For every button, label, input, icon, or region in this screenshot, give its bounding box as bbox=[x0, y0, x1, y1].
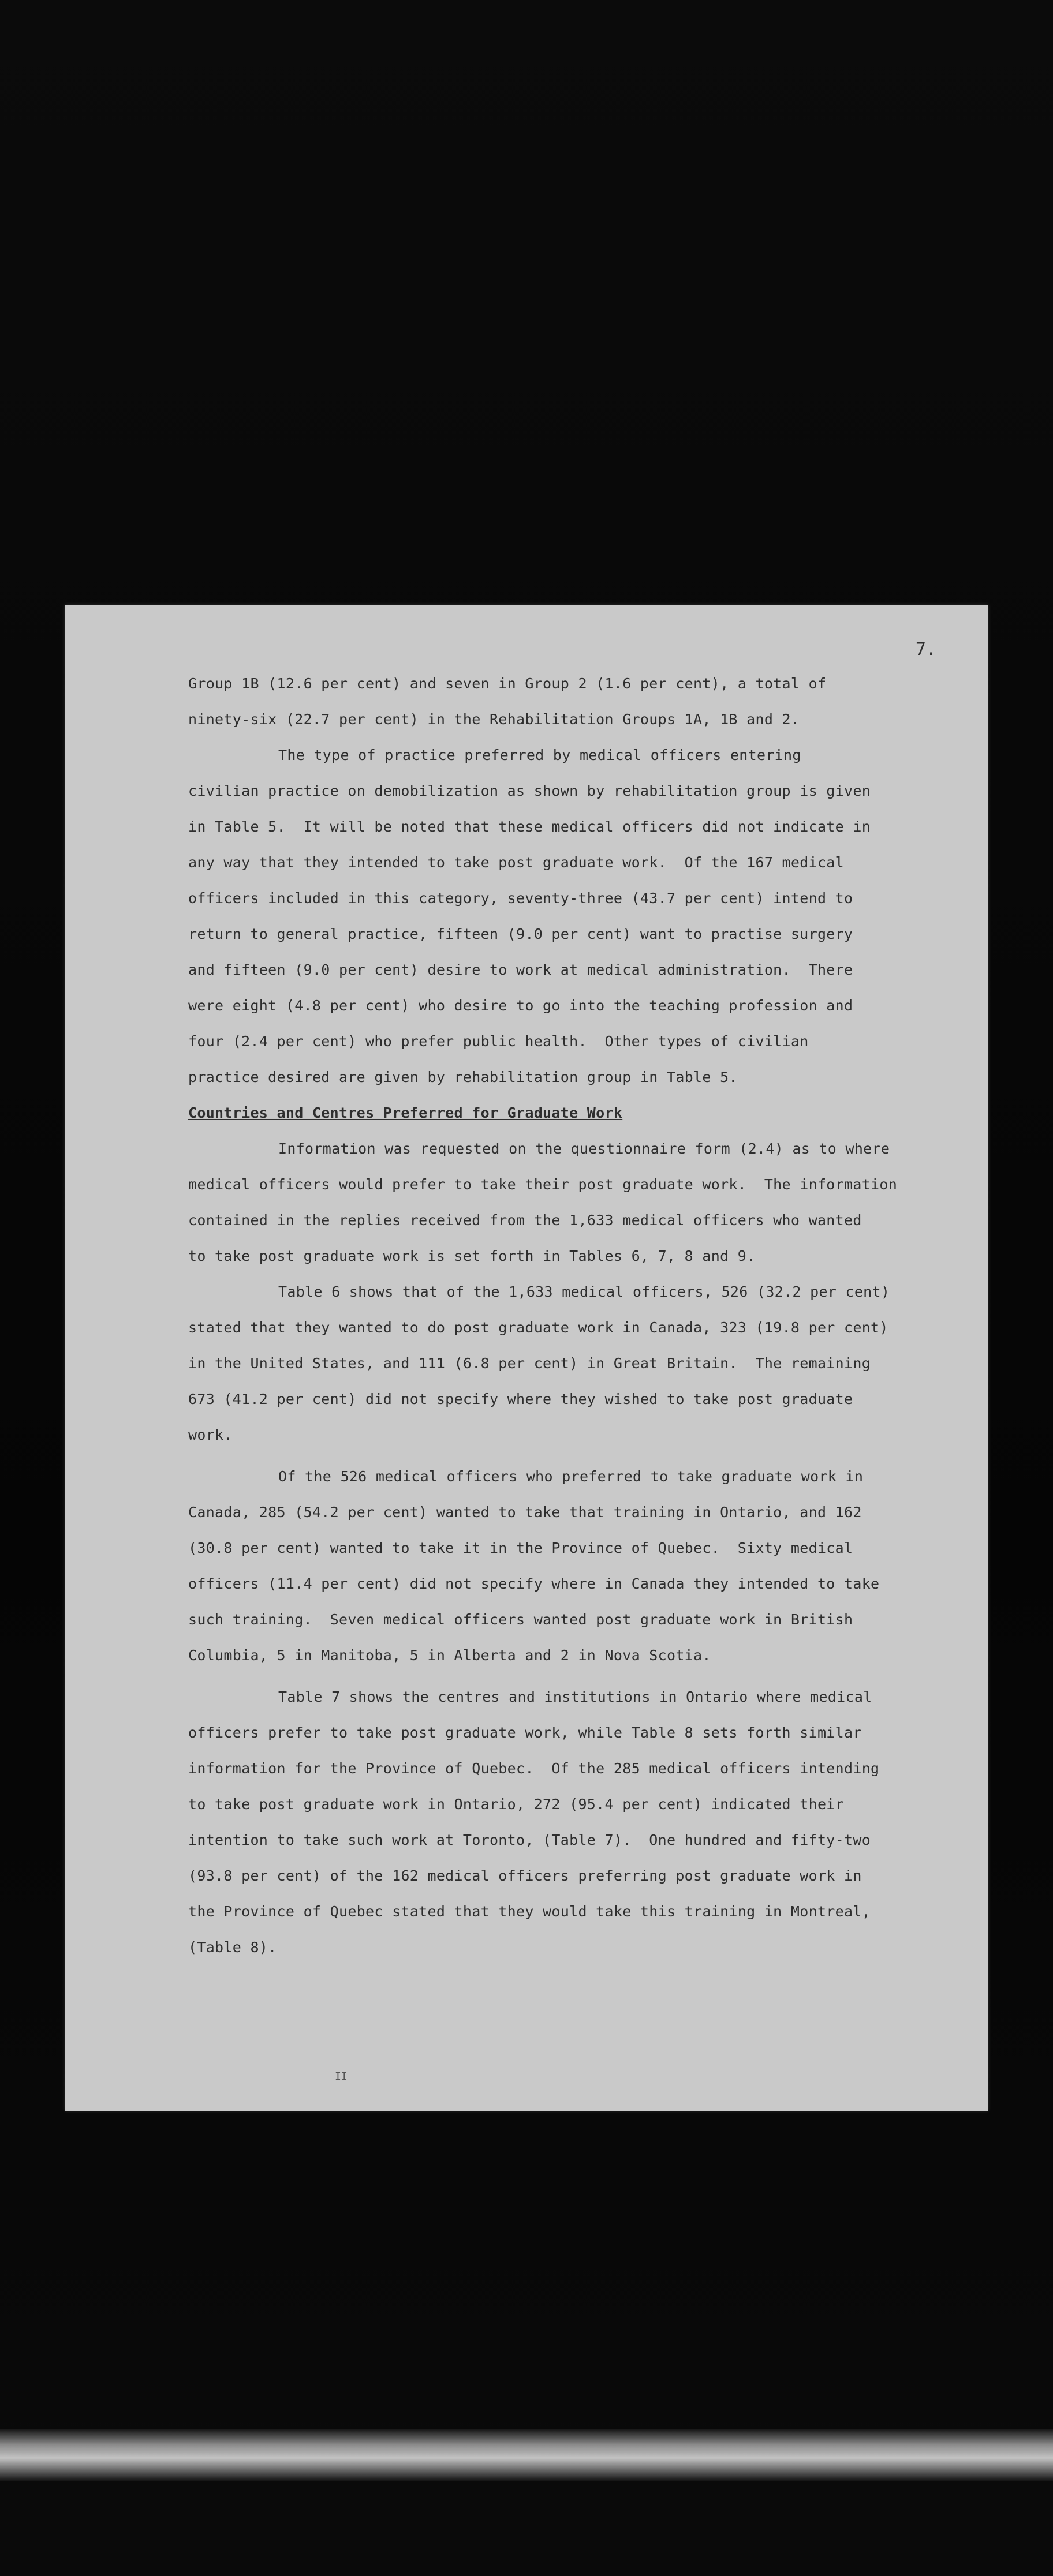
text-line: work. bbox=[188, 1426, 233, 1443]
text-line: four (2.4 per cent) who prefer public health. Other types of civilian bbox=[188, 1033, 809, 1050]
film-edge bbox=[0, 2429, 1053, 2481]
text-line: civilian practice on demobilization as shown by rehabilitation group is given bbox=[188, 782, 871, 799]
text-line: Canada, 285 (54.2 per cent) wanted to take that training in Ontario, and 162 bbox=[188, 1504, 862, 1521]
text-line: return to general practice, fifteen (9.0 per cent) want to practise surgery bbox=[188, 926, 853, 942]
text-line: to take post graduate work in Ontario, 272 (95.4 per cent) indicated their bbox=[188, 1796, 844, 1813]
footer-mark: II bbox=[335, 2070, 348, 2083]
text-line: officers included in this category, seventy-three (43.7 per cent) intend to bbox=[188, 890, 853, 907]
paragraph-start-line: Table 6 shows that of the 1,633 medical officers, 526 (32.2 per cent) bbox=[278, 1283, 890, 1300]
text-line: ninety-six (22.7 per cent) in the Rehabilitation Groups 1A, 1B and 2. bbox=[188, 711, 800, 728]
text-line: in the United States, and 111 (6.8 per cent) in Great Britain. The remaining bbox=[188, 1355, 871, 1372]
text-line: and fifteen (9.0 per cent) desire to work at medical administration. There bbox=[188, 961, 853, 978]
text-line: the Province of Quebec stated that they would take this training in Montreal, bbox=[188, 1903, 871, 1920]
text-line: information for the Province of Quebec. Of the 285 medical officers intending bbox=[188, 1760, 880, 1777]
text-line: contained in the replies received from the 1,633 medical officers who wanted bbox=[188, 1212, 862, 1229]
section-heading: Countries and Centres Preferred for Graduate Work bbox=[188, 1104, 623, 1121]
text-line: in Table 5. It will be noted that these medical officers did not indicate in bbox=[188, 818, 871, 835]
text-line: practice desired are given by rehabilitation group in Table 5. bbox=[188, 1069, 738, 1085]
text-line: such training. Seven medical officers wanted post graduate work in British bbox=[188, 1611, 853, 1628]
text-line: were eight (4.8 per cent) who desire to go into the teaching profession and bbox=[188, 997, 853, 1014]
text-line: 673 (41.2 per cent) did not specify where they wished to take post graduate bbox=[188, 1391, 853, 1407]
text-line: to take post graduate work is set forth in Tables 6, 7, 8 and 9. bbox=[188, 1248, 756, 1264]
text-line: medical officers would prefer to take their post graduate work. The information bbox=[188, 1176, 898, 1193]
paragraph-start-line: The type of practice preferred by medical officers entering bbox=[278, 747, 801, 763]
text-line: Group 1B (12.6 per cent) and seven in Group 2 (1.6 per cent), a total of bbox=[188, 675, 827, 692]
document-page bbox=[65, 605, 988, 2111]
text-line: Columbia, 5 in Manitoba, 5 in Alberta and 2 in Nova Scotia. bbox=[188, 1647, 711, 1664]
paragraph-start-line: Table 7 shows the centres and institutions in Ontario where medical bbox=[278, 1688, 872, 1705]
paragraph-start-line: Information was requested on the questionnaire form (2.4) as to where bbox=[278, 1140, 890, 1157]
paragraph-start-line: Of the 526 medical officers who preferred to take graduate work in bbox=[278, 1468, 864, 1485]
text-line: officers (11.4 per cent) did not specify where in Canada they intended to take bbox=[188, 1575, 880, 1592]
text-line: officers prefer to take post graduate work, while Table 8 sets forth similar bbox=[188, 1724, 862, 1741]
text-line: any way that they intended to take post graduate work. Of the 167 medical bbox=[188, 854, 844, 871]
text-line: (30.8 per cent) wanted to take it in the Province of Quebec. Sixty medical bbox=[188, 1540, 853, 1556]
text-line: (Table 8). bbox=[188, 1939, 277, 1956]
text-line: (93.8 per cent) of the 162 medical officers preferring post graduate work in bbox=[188, 1867, 862, 1884]
text-line: intention to take such work at Toronto, (Table 7). One hundred and fifty-two bbox=[188, 1832, 871, 1848]
text-line: stated that they wanted to do post graduate work in Canada, 323 (19.8 per cent) bbox=[188, 1319, 888, 1336]
page-number: 7. bbox=[915, 639, 936, 660]
